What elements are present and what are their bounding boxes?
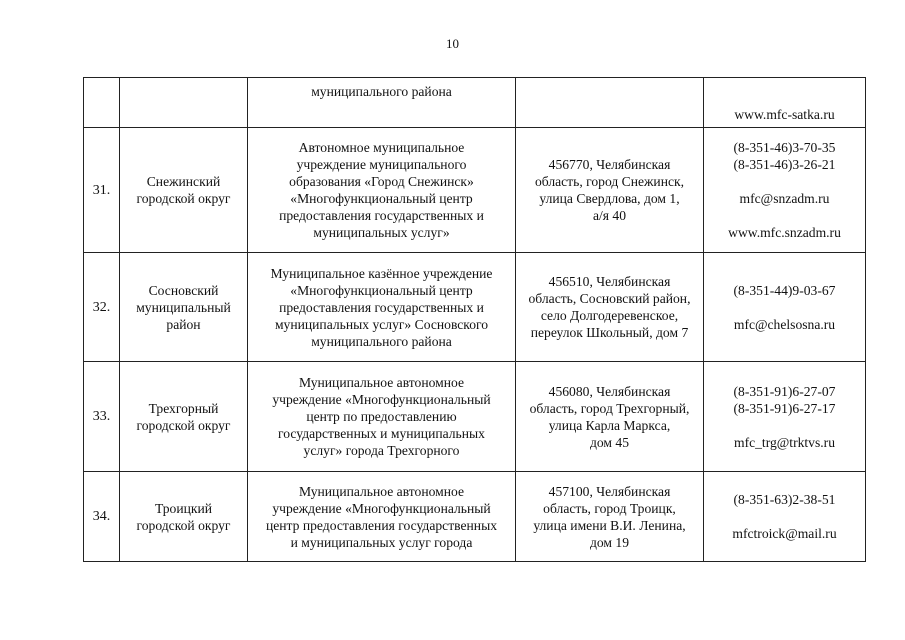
email-link[interactable]: mfctroick@mail.ru (732, 526, 837, 541)
row-number: 34. (84, 472, 120, 562)
organization-line: муниципальных услуг» Сосновского (274, 316, 489, 332)
address-cell (516, 78, 704, 128)
phone-number: (8-351-46)3-70-35 (733, 140, 836, 155)
phone-number: (8-351-46)3-26-21 (733, 157, 836, 172)
address-line: область, Сосновский район, (528, 291, 691, 306)
organization-cell (248, 78, 516, 128)
website-link[interactable]: www.mfc-satka.ru (734, 107, 835, 122)
address-line: село Долгодеревенское, (540, 308, 679, 323)
address-line: 457100, Челябинская (548, 483, 671, 499)
district-line: городской округ (136, 191, 231, 206)
organization-line: Муниципальное автономное (298, 375, 465, 390)
table-row (84, 362, 866, 472)
address-line: 456510, Челябинская (548, 274, 671, 289)
district-line: район (166, 316, 201, 332)
organization-line: услуг» города Трехгорного (303, 443, 460, 458)
address-cell (516, 472, 704, 562)
district-line: городской округ (136, 417, 231, 433)
row-number: 33. (84, 362, 120, 472)
email-link[interactable]: mfc_trg@trktvs.ru (734, 434, 835, 450)
table-row (84, 472, 866, 562)
organization-line: центр по предоставлению (306, 409, 457, 424)
email-link[interactable]: mfc@snzadm.ru (739, 191, 830, 206)
organization-cell (248, 128, 516, 253)
district-cell (120, 362, 248, 472)
organization-line: муниципального района (311, 84, 452, 99)
organization-cell (248, 362, 516, 472)
district-line: Трехгорный (148, 400, 219, 416)
address-line: область, город Трехгорный, (529, 400, 690, 416)
district-cell (120, 78, 248, 128)
organization-line: «Многофункциональный центр (290, 282, 473, 298)
address-line: область, город Троицк, (543, 500, 676, 516)
organization-line: Муниципальное автономное (298, 483, 465, 499)
website-link[interactable]: www.mfc.snzadm.ru (728, 225, 841, 240)
organization-line: муниципальных услуг» (313, 225, 450, 240)
district-line: городской округ (136, 517, 231, 533)
address-line: улица Карла Маркса, (548, 417, 671, 433)
district-cell (120, 253, 248, 362)
contacts-cell (704, 472, 866, 562)
district-line: Троицкий (154, 500, 213, 516)
organization-cell (248, 253, 516, 362)
district-cell (120, 472, 248, 562)
address-line: а/я 40 (592, 208, 627, 223)
organization-line: муниципального района (311, 333, 452, 349)
phone-number: (8-351-91)6-27-17 (733, 400, 836, 416)
phone-number: (8-351-91)6-27-07 (733, 383, 836, 399)
organization-line: предоставления государственных и (279, 299, 484, 315)
address-line: улица имени В.И. Ленина, (533, 517, 686, 533)
address-line: дом 45 (589, 434, 630, 450)
contacts-cell (704, 253, 866, 362)
organization-line: образования «Город Снежинск» (289, 174, 474, 189)
organization-line: Муниципальное казённое учреждение (270, 265, 493, 281)
address-cell (516, 128, 704, 253)
table-row (84, 128, 866, 253)
page-number: 10 (446, 36, 459, 51)
organization-line: учреждение «Многофункциональный (272, 392, 491, 407)
district-cell (120, 128, 248, 253)
address-line: 456080, Челябинская (548, 383, 671, 399)
organization-line: предоставления государственных и (279, 208, 484, 223)
district-line: Сосновский (148, 282, 219, 298)
address-cell (516, 253, 704, 362)
organization-cell (248, 472, 516, 562)
district-line: Снежинский (146, 174, 221, 189)
row-number: 31. (84, 128, 120, 253)
contacts-cell (704, 78, 866, 128)
row-number: 32. (84, 253, 120, 362)
mfc-directory-table (83, 77, 866, 562)
table-row (84, 253, 866, 362)
address-line: 456770, Челябинская (548, 157, 671, 172)
organization-line: государственных и муниципальных (278, 426, 485, 441)
organization-line: центр предоставления государственных (265, 517, 498, 533)
address-line: переулок Школьный, дом 7 (530, 325, 689, 340)
table-row-continuation (84, 78, 866, 128)
contacts-cell (704, 362, 866, 472)
organization-line: учреждение муниципального (296, 157, 467, 172)
district-line: муниципальный (136, 299, 231, 315)
phone-number: (8-351-44)9-03-67 (733, 282, 836, 298)
row-number-cell (84, 78, 120, 128)
email-link[interactable]: mfc@chelsosna.ru (733, 316, 836, 332)
organization-line: «Многофункциональный центр (290, 191, 473, 206)
address-line: дом 19 (589, 534, 630, 550)
contacts-cell (704, 128, 866, 253)
address-line: область, город Снежинск, (534, 174, 685, 189)
organization-line: Автономное муниципальное (298, 140, 465, 155)
address-line: улица Свердлова, дом 1, (539, 191, 680, 206)
address-cell (516, 362, 704, 472)
phone-number: (8-351-63)2-38-51 (733, 492, 836, 507)
organization-line: и муниципальных услуг города (290, 534, 473, 550)
organization-line: учреждение «Многофункциональный (272, 500, 491, 516)
